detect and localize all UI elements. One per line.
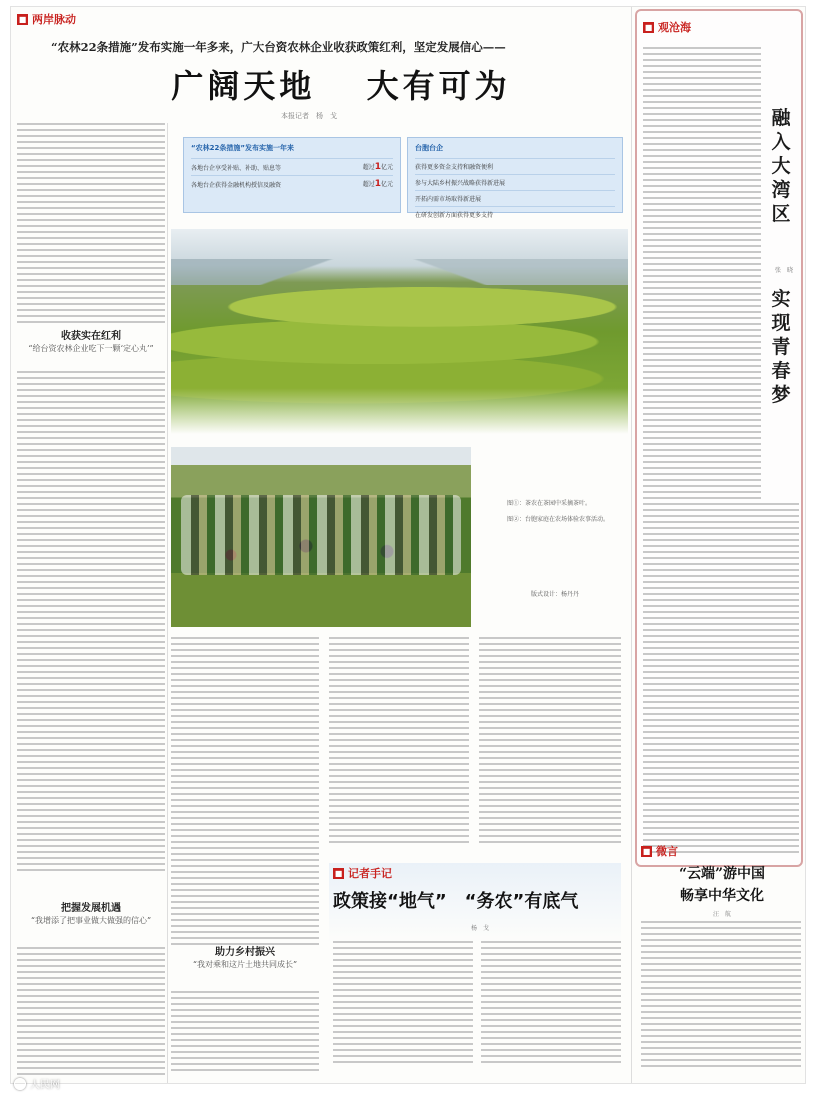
essay-section-tag (333, 865, 392, 881)
column-divider (167, 123, 168, 1083)
subhead-2-quote: “我增添了把事业做大做强的信心” (30, 916, 152, 925)
subhead-3: 助力乡村振兴 (215, 947, 275, 958)
subhead-2: 把握发展机遇 (61, 903, 121, 914)
body-text-block (17, 371, 165, 871)
policy-stat-row (191, 158, 393, 175)
tea-garden-photo (171, 229, 628, 434)
sidebar-title-line-2: 实现青春梦 (771, 288, 791, 406)
body-text-block (641, 921, 801, 1067)
essay-title: 政策接“地气” “务农”有底气 (333, 891, 579, 912)
cloud-title (647, 863, 797, 907)
cloud-title-line-2: 畅享中华文化 (680, 888, 764, 904)
sidebar-tag-label: 观沧海 (658, 21, 691, 34)
body-text-block (643, 503, 799, 853)
benefit-row: 开拓内需市场取得新进展 (415, 190, 615, 206)
square-news-icon: ■ (644, 22, 653, 32)
subhead-1-quote: “给台资农林企业吃下一颗‘定心丸’” (28, 344, 154, 353)
policy-stats-title: “农林22条措施”发布实施一年来 (191, 144, 294, 152)
policy-stat-value: 超过1亿元 (362, 179, 393, 189)
sidebar-section-tag (643, 19, 691, 35)
policy-stats-box (183, 137, 401, 213)
caption-2: 图②：台胞家庭在农场体验农事活动。 (507, 515, 610, 523)
article-byline: 本报记者 杨 戈 (281, 112, 337, 120)
newspaper-page (10, 6, 806, 1084)
article-kicker: “农林22条措施”发布实施一年多来，广大台资农林企业收获政策红利，坚定发展信心—— (51, 40, 506, 54)
body-text-block (479, 637, 621, 843)
policy-stat-row (191, 175, 393, 192)
article-headline (111, 61, 571, 107)
body-text-block (171, 637, 319, 945)
column-divider (631, 7, 632, 1083)
subhead-1: 收获实在红利 (61, 331, 121, 342)
caption-1: 图①：茶农在茶园中采摘茶叶。 (507, 500, 592, 507)
benefits-box (407, 137, 623, 219)
policy-stat-label: 各地台企享受补贴、补助、贴息等 (191, 164, 282, 172)
essay-tag-label: 记者手记 (348, 867, 392, 880)
cloud-title-line-1: “云端”游中国 (678, 866, 766, 882)
watermark-label: 人民网 (30, 1080, 60, 1091)
sidebar-title-line-1: 融入大湾区 (771, 107, 791, 225)
farm-family-photo (171, 447, 471, 627)
essay-author: 杨 戈 (471, 925, 490, 932)
layout-designer: 版式设计：杨丹丹 (531, 591, 580, 598)
benefit-row: 参与大陆乡村振兴战略获得新进展 (415, 174, 615, 190)
body-text-block (171, 991, 319, 1071)
cloud-section-tag (641, 843, 678, 859)
body-text-block (329, 637, 469, 843)
policy-stat-label: 各地台企获得金融机构授信及融资 (191, 181, 282, 189)
watermark (14, 1076, 60, 1091)
square-news-icon: ■ (642, 846, 651, 856)
sidebar-author: 张 晓 (775, 267, 794, 274)
section-label: 两岸脉动 (32, 13, 76, 26)
photo-captions (507, 499, 617, 530)
square-news-icon: ■ (334, 868, 343, 878)
body-text-block (333, 941, 473, 1063)
benefit-row: 获得更多资金支持和融资便利 (415, 158, 615, 174)
cloud-tag-label: 微言 (656, 845, 678, 858)
body-text-block (17, 947, 165, 1075)
body-text-block (643, 47, 761, 499)
benefit-row: 在研发创新方面获得更多支持 (415, 206, 615, 222)
subhead-3-quote: “我对乘和这片土地共同成长” (192, 960, 298, 969)
body-text-block (481, 941, 621, 1063)
body-text-block (17, 123, 165, 323)
square-news-icon: ■ (18, 14, 27, 24)
cloud-author: 汪 航 (713, 911, 732, 918)
sidebar-column (635, 9, 803, 867)
headline-part-2: 大有可为 (366, 67, 511, 105)
benefits-title: 台胞台企 (415, 144, 443, 152)
camera-icon (14, 1078, 26, 1090)
policy-stat-value: 超过1亿元 (362, 162, 393, 172)
section-tag (17, 11, 76, 27)
headline-part-1: 广阔天地 (171, 67, 316, 105)
